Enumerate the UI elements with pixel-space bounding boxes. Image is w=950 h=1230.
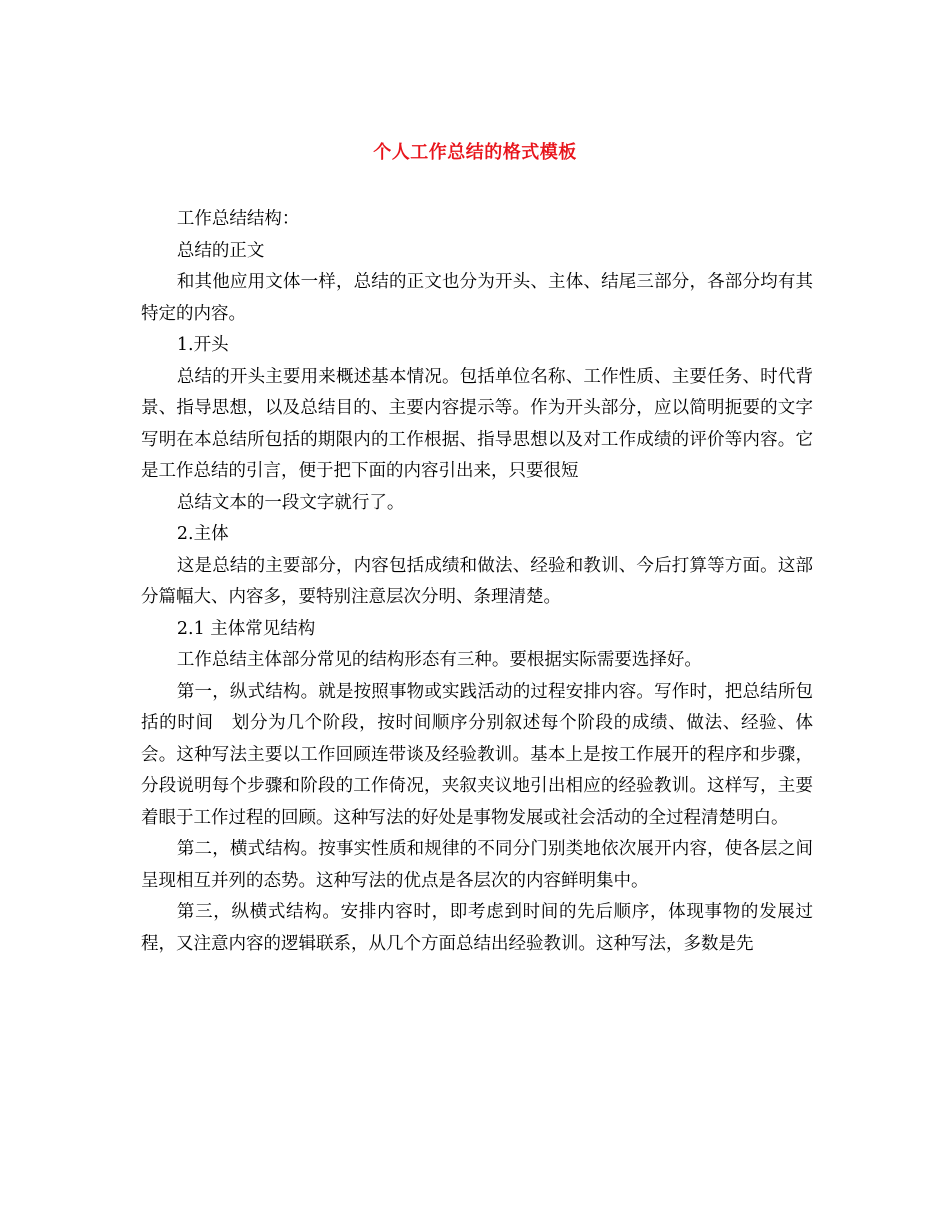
paragraph-horizontal-structure: 第二，横式结构。按事实性质和规律的不同分门别类地依次展开内容，使各层之间呈现相互并列的态势。这种写法的优点是各层次的内容鲜明集中。 [141,839,813,891]
subsection-heading-structure: 2.1 主体常见结构 [176,618,316,639]
paragraph-opening-continued: 总结文本的一段文字就行了。 [176,492,405,513]
paragraph-structure-heading: 工作总结结构： [176,209,300,229]
paragraph-structure-types: 工作总结主体部分常见的结构形态有三种。要根据实际需要选择好。 [176,650,702,670]
paragraph-opening: 总结的开头主要用来概述基本情况。包括单位名称、工作性质、主要任务、时代背景、指导思想，以及总结目的、主要内容提示等。作为开头部分，应以简明扼要的文字写明在本总结所包括的期限内的工作根据、指导思想以及对工作成绩的评价等内容。它是工作总结的引言，便于把下面的内容引出来，只要很短 [141,366,813,481]
paragraph-intro: 和其他应用文体一样，总结的正文也分为开头、主体、结尾三部分，各部分均有其特定的内容。 [141,272,813,324]
paragraph-vertical-structure: 第一，纵式结构。就是按照事物或实践活动的过程安排内容。写作时，把总结所包括的时间 划分为几个阶段，按时间顺序分别叙述每个阶段的成绩、做法、经验、体会。这种写法主要以工作回顾连带谈及经验教训。基本上是按工作展开的程序和步骤，分段说明每个步骤和阶段的工作倚况，夹叙夹议地引出相应的经验教训。这样写，主要着眼于工作过程的回顾。这种写法的好处是事物发展或社会活动的全过程清楚明白。 [141,681,813,828]
paragraph-combined-structure: 第三，纵横式结构。安排内容时，即考虑到时间的先后顺序，体现事物的发展过程，又注意内容的逻辑联系，从几个方面总结出经验教训。这种写法，多数是先 [141,902,813,954]
section-heading-opening: 1.开头 [176,335,229,355]
document-body [141,204,813,960]
paragraph-body-heading: 总结的正文 [176,240,265,261]
document-title: 个人工作总结的格式模板 [373,142,577,163]
section-heading-main-body: 2.主体 [176,524,229,544]
paragraph-main-body: 这是总结的主要部分，内容包括成绩和做法、经验和教训、今后打算等方面。这部分篇幅大、内容多，要特别注意层次分明、条理清楚。 [141,555,813,607]
